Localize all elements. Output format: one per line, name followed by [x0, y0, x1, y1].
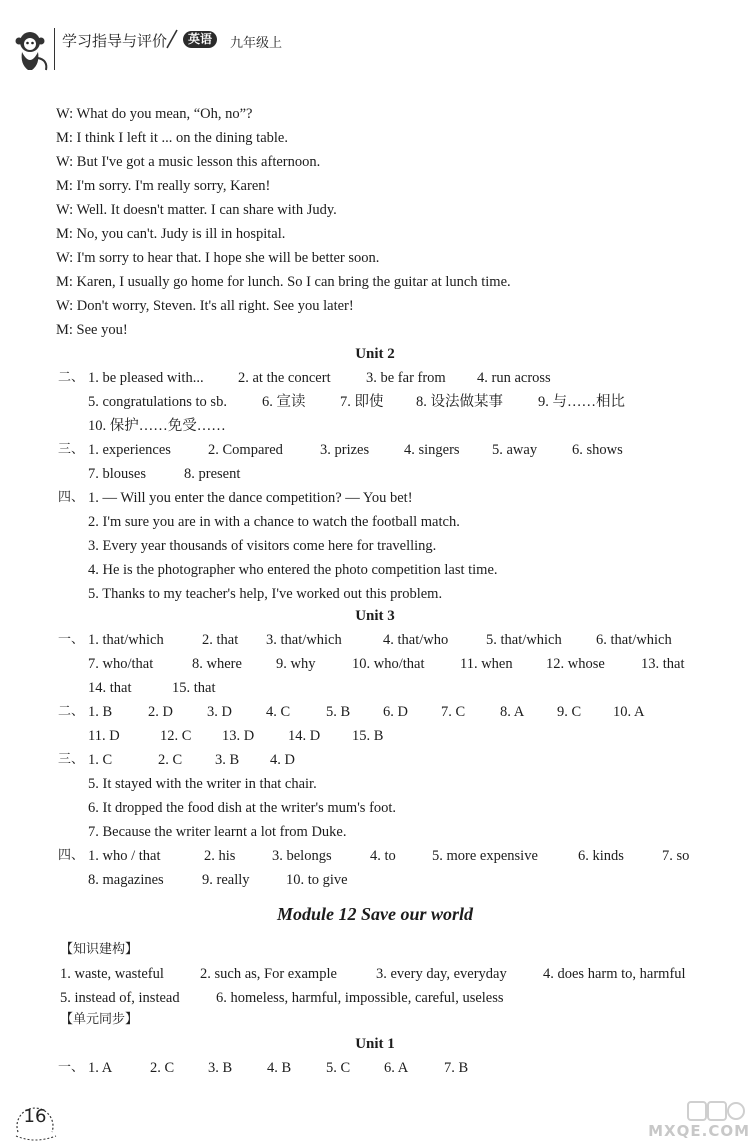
- answer-sentence: 6. It dropped the food dish at the writer's mum's foot.: [88, 800, 397, 816]
- answer-item: 5. congratulations to sb.: [88, 394, 227, 410]
- answer-item: 2. that: [202, 632, 239, 648]
- answer-item: 13. that: [641, 656, 685, 672]
- unit-heading: Unit 3: [355, 608, 395, 624]
- answer-row: [0, 654, 750, 674]
- dialogue-line: W: What do you mean, “Oh, no”?: [56, 106, 253, 122]
- answer-item: 7. 即使: [340, 394, 384, 410]
- dialogue-line: W: Well. It doesn't matter. I can share with Judy.: [56, 202, 337, 218]
- answer-row: [0, 964, 750, 984]
- answer-item: 3. every day, everyday: [376, 966, 507, 982]
- answer-item: 2. his: [204, 848, 236, 864]
- dialogue-line: W: But I've got a music lesson this afternoon.: [56, 154, 321, 170]
- answer-item: 13. D: [222, 728, 255, 744]
- answer-row: [0, 1058, 750, 1078]
- answer-item: 7. blouses: [88, 466, 146, 482]
- answer-item: 2. C: [158, 752, 183, 768]
- answer-item: 6. D: [383, 704, 408, 720]
- answer-item: 1. be pleased with...: [88, 370, 204, 386]
- answer-item: 1. B: [88, 704, 113, 720]
- answer-item: 12. C: [160, 728, 192, 744]
- section-number: 一、: [58, 632, 85, 647]
- answer-item: 7. B: [444, 1060, 469, 1076]
- answer-item: 8. magazines: [88, 872, 164, 888]
- answer-sentence: 3. Every year thousands of visitors come here for travelling.: [88, 538, 437, 554]
- answer-item: 12. whose: [546, 656, 605, 672]
- answer-row: [0, 440, 750, 460]
- answer-sentence: 2. I'm sure you are in with a chance to watch the football match.: [88, 514, 460, 530]
- answer-item: 3. that/which: [266, 632, 342, 648]
- answer-item: 1. C: [88, 752, 113, 768]
- answer-item: 4. singers: [404, 442, 460, 458]
- answer-item: 10. A: [613, 704, 645, 720]
- answer-row: [0, 678, 750, 698]
- answer-sentence: 7. Because the writer learnt a lot from Duke.: [88, 824, 347, 840]
- section-label: 【单元同步】: [60, 1012, 139, 1027]
- answer-item: 3. B: [208, 1060, 233, 1076]
- answer-item: 15. that: [172, 680, 216, 696]
- answer-row: [0, 488, 750, 508]
- answer-item: 3. B: [215, 752, 240, 768]
- answer-item: 9. 与……相比: [538, 394, 625, 410]
- answer-item: 6. A: [384, 1060, 409, 1076]
- section-number: 二、: [58, 370, 85, 385]
- answer-item: 8. 设法做某事: [416, 394, 503, 410]
- page-number: [12, 1096, 58, 1142]
- answer-item: 2. D: [148, 704, 173, 720]
- answer-item: 3. D: [207, 704, 232, 720]
- answer-row: [0, 702, 750, 722]
- answer-item: 3. be far from: [366, 370, 446, 386]
- answer-item: 4. D: [270, 752, 295, 768]
- answer-item: 2. Compared: [208, 442, 283, 458]
- answer-item: 9. why: [276, 656, 316, 672]
- answer-item: 6. that/which: [596, 632, 672, 648]
- answer-item: 10. 保护……免受……: [88, 418, 226, 434]
- answer-row: [0, 870, 750, 890]
- answer-row: [0, 750, 750, 770]
- section-number: 四、: [58, 490, 85, 505]
- answer-item: 4. does harm to, harmful: [543, 966, 686, 982]
- answer-sentence: 5. It stayed with the writer in that chair.: [88, 776, 317, 792]
- dialogue-line: M: I'm sorry. I'm really sorry, Karen!: [56, 178, 271, 194]
- answer-row: [0, 726, 750, 746]
- answer-item: 6. shows: [572, 442, 623, 458]
- answer-item: 7. so: [662, 848, 690, 864]
- grade-label: 九年级上: [230, 36, 283, 51]
- answer-item: 10. to give: [286, 872, 348, 888]
- answer-item: 7. who/that: [88, 656, 154, 672]
- answer-item: 6. kinds: [578, 848, 624, 864]
- section-number: 一、: [58, 1060, 85, 1075]
- answer-item: 14. that: [88, 680, 132, 696]
- header-divider: [54, 28, 55, 70]
- answer-item: 9. really: [202, 872, 250, 888]
- answer-item: 1. who / that: [88, 848, 161, 864]
- answer-item: 2. at the concert: [238, 370, 331, 386]
- answer-item: 11. when: [460, 656, 513, 672]
- dialogue-line: W: I'm sorry to hear that. I hope she will be better soon.: [56, 250, 380, 266]
- dialogue-line: M: I think I left it ... on the dining table.: [56, 130, 288, 146]
- section-number: 三、: [58, 752, 85, 767]
- dialogue-line: M: See you!: [56, 322, 128, 338]
- answer-row: [0, 630, 750, 650]
- monkey-logo-icon: [10, 28, 50, 72]
- answer-item: 7. C: [441, 704, 466, 720]
- answer-item: 5. B: [326, 704, 351, 720]
- answer-item: 8. where: [192, 656, 242, 672]
- answer-item: 1. experiences: [88, 442, 171, 458]
- answer-item: 1. A: [88, 1060, 113, 1076]
- answer-item: 4. run across: [477, 370, 551, 386]
- answer-item: 8. present: [184, 466, 241, 482]
- answer-item: 5. more expensive: [432, 848, 538, 864]
- section-number: 三、: [58, 442, 85, 457]
- answer-row: [0, 392, 750, 412]
- answer-item: 5. instead of, instead: [60, 990, 180, 1006]
- answer-item: 4. that/who: [383, 632, 449, 648]
- answer-sentence: 5. Thanks to my teacher's help, I've worked out this problem.: [88, 586, 443, 602]
- module-title: Module 12 Save our world: [276, 904, 474, 924]
- answer-item: 11. D: [88, 728, 120, 744]
- answer-row: [0, 846, 750, 866]
- section-number: 四、: [58, 848, 85, 863]
- answer-item: 1. that/which: [88, 632, 164, 648]
- section-number: 二、: [58, 704, 85, 719]
- watermark-logo-icon: [686, 1100, 746, 1124]
- watermark: [610, 1100, 750, 1145]
- book-title: 学习指导与评价: [62, 32, 168, 50]
- section-label: 【知识建构】: [60, 942, 139, 957]
- answer-item: 4. C: [266, 704, 291, 720]
- page-number-text: 16: [23, 1106, 47, 1127]
- answer-row: [0, 988, 750, 1008]
- dialogue-line: M: Karen, I usually go home for lunch. So I can bring the guitar at lunch time.: [56, 274, 511, 290]
- unit-heading: Unit 2: [355, 346, 395, 362]
- answer-item: 15. B: [352, 728, 384, 744]
- answer-item: 3. belongs: [272, 848, 332, 864]
- answer-item: 4. to: [370, 848, 396, 864]
- answer-item: 8. A: [500, 704, 525, 720]
- page-header: [0, 0, 750, 78]
- dialogue-line: M: No, you can't. Judy is ill in hospital.: [56, 226, 286, 242]
- slash-icon: [165, 28, 179, 50]
- dialogue-line: W: Don't worry, Steven. It's all right. See you later!: [56, 298, 354, 314]
- subject-badge: 英语: [183, 31, 217, 48]
- answer-item: 9. C: [557, 704, 582, 720]
- answer-row: [0, 416, 750, 436]
- answer-item: 5. that/which: [486, 632, 562, 648]
- answer-item: 2. C: [150, 1060, 175, 1076]
- answer-item: 6. homeless, harmful, impossible, careful, useless: [216, 990, 504, 1006]
- answer-item: 6. 宣读: [262, 394, 306, 410]
- answer-item: 4. B: [267, 1060, 292, 1076]
- answer-sentence: 4. He is the photographer who entered the photo competition last time.: [88, 562, 498, 578]
- answer-row: [0, 368, 750, 388]
- answer-item: 5. C: [326, 1060, 351, 1076]
- unit-heading: Unit 1: [355, 1036, 395, 1052]
- answer-item: 2. such as, For example: [200, 966, 337, 982]
- answer-item: 14. D: [288, 728, 321, 744]
- answer-item: 1. waste, wasteful: [60, 966, 164, 982]
- watermark-text: MXQE.COM: [648, 1122, 750, 1140]
- answer-item: 1. — Will you enter the dance competition? — You bet!: [88, 490, 413, 506]
- answer-row: [0, 464, 750, 484]
- answer-item: 3. prizes: [320, 442, 370, 458]
- answer-item: 10. who/that: [352, 656, 425, 672]
- answer-item: 5. away: [492, 442, 538, 458]
